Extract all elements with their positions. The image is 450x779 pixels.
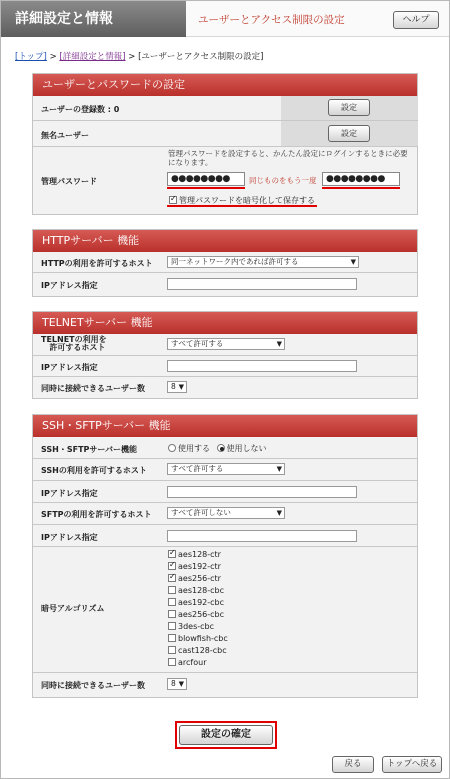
ssh-func-label: SSH・SFTPサーバー機能: [41, 445, 138, 454]
section-header: SSH・SFTPサーバー 機能: [33, 415, 417, 437]
section-header: TELNETサーバー 機能: [33, 312, 417, 334]
ssh-ip-label: IPアドレス指定: [41, 489, 98, 498]
user-password-section: [32, 73, 418, 215]
cipher-option[interactable]: [168, 622, 214, 631]
http-section: [32, 229, 418, 297]
ssh-ip-input[interactable]: [167, 486, 357, 498]
http-ip-input[interactable]: [167, 278, 357, 290]
cipher-option[interactable]: [168, 586, 224, 595]
anon-set-button[interactable]: 設定: [328, 125, 370, 142]
cipher-label: arcfour: [178, 658, 207, 667]
password-confirm-highlight: [322, 187, 400, 189]
cipher-checkbox[interactable]: [168, 586, 176, 594]
cipher-checkbox[interactable]: [168, 634, 176, 642]
section-header: ユーザーとパスワードの設定: [33, 74, 417, 96]
cipher-label: 暗号アルゴリズム: [41, 604, 105, 613]
ssh-func-row: [33, 437, 417, 459]
breadcrumb-sep: >: [125, 52, 139, 62]
http-host-label: HTTPの利用を許可するホスト: [41, 259, 153, 268]
http-host-row: [33, 252, 417, 273]
cipher-label: aes256-cbc: [178, 610, 225, 619]
chevron-down-icon: ▼: [350, 258, 356, 266]
ssh-host-select[interactable]: [167, 463, 285, 475]
telnet-host-label-line1: TELNETの利用を: [41, 335, 107, 344]
telnet-host-label-line2: 許可するホスト: [49, 343, 106, 352]
ssh-host-label: SSHの利用を許可するホスト: [41, 466, 147, 475]
chevron-down-icon: ▼: [178, 383, 184, 391]
admin-password-label: 管理パスワード: [41, 177, 97, 186]
ssh-max-users-value: 8: [171, 679, 176, 688]
ssh-ip-row: [33, 481, 417, 503]
ssh-host-row: [33, 459, 417, 481]
ssh-host-value: すべて許可する: [171, 464, 224, 473]
admin-password-note: 管理パスワードを設定すると、かんたん設定にログインするときに必要になります。: [168, 149, 408, 167]
cipher-checkbox[interactable]: [168, 622, 176, 630]
admin-password-row: [33, 147, 417, 213]
cipher-row: [33, 547, 417, 673]
ssh-max-users-row: [33, 673, 417, 697]
cipher-label: 3des-cbc: [178, 622, 215, 631]
http-host-select[interactable]: [167, 256, 359, 268]
ssh-use-radio[interactable]: [168, 444, 176, 452]
cipher-checkbox[interactable]: [168, 574, 176, 582]
telnet-host-select[interactable]: [167, 338, 285, 350]
telnet-max-users-value: 8: [171, 382, 176, 391]
user-count-row: [33, 96, 417, 121]
telnet-ip-row: [33, 356, 417, 377]
anon-user-row: [33, 121, 417, 147]
http-ip-row: [33, 273, 417, 296]
header: [1, 1, 449, 37]
cipher-label: aes192-ctr: [178, 562, 221, 571]
ssh-sftp-section: [32, 414, 418, 698]
ssh-use-label: 使用する: [178, 444, 210, 453]
cipher-checkbox[interactable]: [168, 658, 176, 666]
cipher-checkbox[interactable]: [168, 598, 176, 606]
button-cell: [281, 121, 418, 146]
password-input[interactable]: ●●●●●●●●: [167, 172, 245, 186]
submit-highlight: [175, 721, 277, 749]
chevron-down-icon: ▼: [276, 465, 282, 473]
encrypt-highlight: [167, 205, 317, 207]
telnet-max-users-row: [33, 377, 417, 398]
ssh-func-options: [168, 443, 267, 454]
cipher-option[interactable]: [168, 634, 228, 643]
section-header: HTTPサーバー 機能: [33, 230, 417, 252]
cipher-label: cast128-cbc: [178, 646, 227, 655]
cipher-label: aes256-ctr: [178, 574, 221, 583]
user-set-button[interactable]: 設定: [328, 99, 370, 116]
ssh-max-users-label: 同時に接続できるユーザー数: [41, 681, 145, 690]
cipher-checkbox[interactable]: [168, 646, 176, 654]
sftp-ip-row: [33, 525, 417, 547]
sftp-host-select[interactable]: [167, 507, 285, 519]
cipher-option[interactable]: [168, 610, 224, 619]
page-subtitle: ユーザーとアクセス制限の設定: [198, 14, 345, 26]
password-confirm-input[interactable]: ●●●●●●●●: [322, 172, 400, 186]
ssh-max-users-select[interactable]: [167, 678, 187, 690]
encrypt-label: 管理パスワードを暗号化して保存する: [179, 196, 315, 205]
cipher-option[interactable]: [168, 598, 224, 607]
cipher-option[interactable]: [168, 646, 227, 655]
telnet-section: [32, 311, 418, 399]
sftp-host-value: すべて許可しない: [171, 508, 231, 517]
button-cell: [281, 96, 418, 120]
telnet-host-row: [33, 334, 417, 356]
telnet-ip-label: IPアドレス指定: [41, 363, 98, 372]
encrypt-checkbox[interactable]: [169, 196, 177, 204]
breadcrumb-detail-link[interactable]: [詳細設定と情報]: [59, 52, 126, 62]
back-button[interactable]: 戻る: [332, 756, 374, 773]
cipher-checkbox[interactable]: [168, 610, 176, 618]
breadcrumb-sep: >: [46, 52, 60, 62]
chevron-down-icon: ▼: [178, 680, 184, 688]
http-host-value: 同一ネットワーク内であれば許可する: [171, 257, 299, 266]
cipher-option[interactable]: [168, 562, 221, 571]
user-count-label: ユーザーの登録数 : 0: [41, 105, 120, 114]
submit-button[interactable]: 設定の確定: [179, 725, 273, 745]
telnet-host-label: [41, 336, 107, 352]
cipher-label: blowfish-cbc: [178, 634, 228, 643]
cipher-label: aes128-cbc: [178, 586, 225, 595]
cipher-option[interactable]: [168, 550, 221, 559]
confirm-label: 同じものをもう一度: [249, 176, 317, 185]
cipher-option[interactable]: [168, 658, 206, 667]
sftp-ip-input[interactable]: [167, 530, 357, 542]
cipher-checkbox[interactable]: [168, 550, 176, 558]
header-right: [186, 1, 449, 37]
breadcrumb: [15, 50, 263, 62]
cipher-checkbox[interactable]: [168, 562, 176, 570]
chevron-down-icon: ▼: [276, 509, 282, 517]
cipher-label: aes128-ctr: [178, 550, 221, 559]
telnet-max-users-label: 同時に接続できるユーザー数: [41, 384, 145, 393]
cipher-option[interactable]: [168, 574, 221, 583]
breadcrumb-top-link[interactable]: [トップ]: [15, 52, 47, 62]
chevron-down-icon: ▼: [276, 340, 282, 348]
sftp-ip-label: IPアドレス指定: [41, 533, 98, 542]
telnet-host-value: すべて許可する: [171, 339, 224, 348]
ssh-nouse-label: 使用しない: [226, 444, 267, 453]
sftp-host-label: SFTPの利用を許可するホスト: [41, 510, 152, 519]
password-highlight: [167, 187, 245, 189]
http-ip-label: IPアドレス指定: [41, 281, 98, 290]
telnet-ip-input[interactable]: [167, 360, 357, 372]
cipher-label: aes192-cbc: [178, 598, 225, 607]
help-button[interactable]: ヘルプ: [393, 11, 439, 29]
anon-user-label: 無名ユーザー: [41, 131, 89, 140]
telnet-max-users-select[interactable]: [167, 381, 187, 393]
breadcrumb-current: [ユーザーとアクセス制限の設定]: [138, 52, 264, 62]
ssh-nouse-radio[interactable]: [217, 444, 225, 452]
sftp-host-row: [33, 503, 417, 525]
back-to-top-button[interactable]: トップへ戻る: [382, 756, 442, 773]
page-title: 詳細設定と情報: [1, 1, 186, 37]
